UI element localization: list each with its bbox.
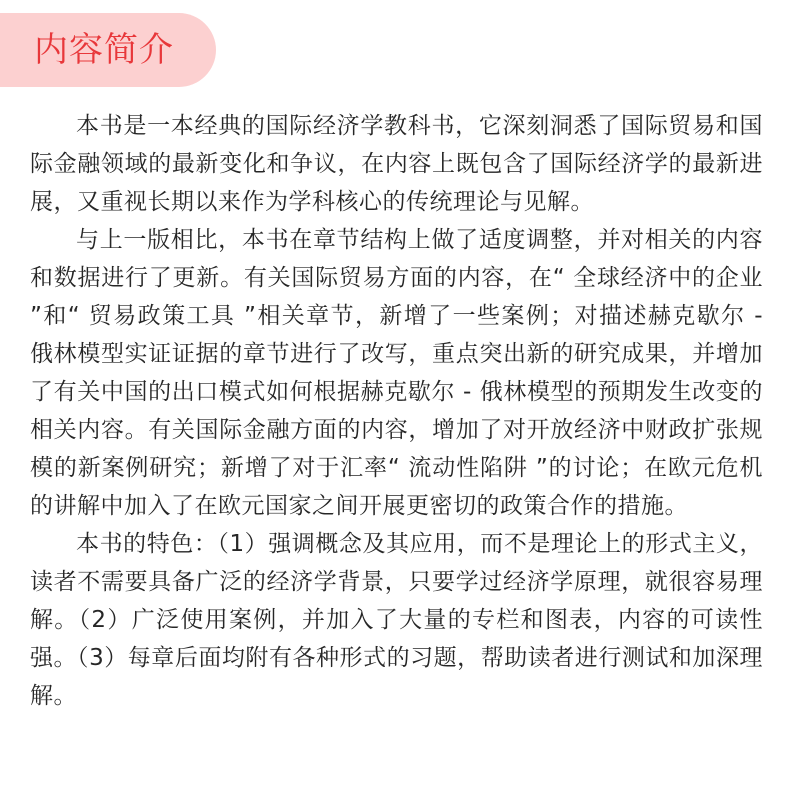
paragraph-updates: 与上一版相比，本书在章节结构上做了适度调整，并对相关的内容和数据进行了更新。有关国际贸易方面的内容，在“ 全球经济中的企业 ”和“ 贸易政策工具 ”相关章节，新增了一些案例；对描述赫克歇尔 - 俄林模型实证证据的章节进行了改写，重点突出新的研究成果，并增加了有关中国的出口模式如何根据赫克歇尔 - 俄林模型的预期发生改变的相关内容。有关国际金融方面的内容，增加了对开放经济中财政扩张规模的新案例研究；新增了对于汇率“ 流动性陷阱 ”的讨论；在欧元危机的讲解中加入了在欧元国家之间开展更密切的政策合作的措施。: [30, 227, 763, 519]
content-body: [30, 107, 763, 715]
section-header: [0, 13, 216, 87]
paragraph-features: 本书的特色：（1）强调概念及其应用，而不是理论上的形式主义，读者不需要具备广泛的经济学背景，只要学过经济学原理，就很容易理解。（2）广泛使用案例，并加入了大量的专栏和图表，内容的可读性强。（3）每章后面均附有各种形式的习题，帮助读者进行测试和加深理解。: [30, 531, 763, 709]
section-title: 内容简介: [34, 30, 174, 70]
paragraph-intro: 本书是一本经典的国际经济学教科书，它深刻洞悉了国际贸易和国际金融领域的最新变化和争议，在内容上既包含了国际经济学的最新进展，又重视长期以来作为学科核心的传统理论与见解。: [30, 113, 763, 215]
